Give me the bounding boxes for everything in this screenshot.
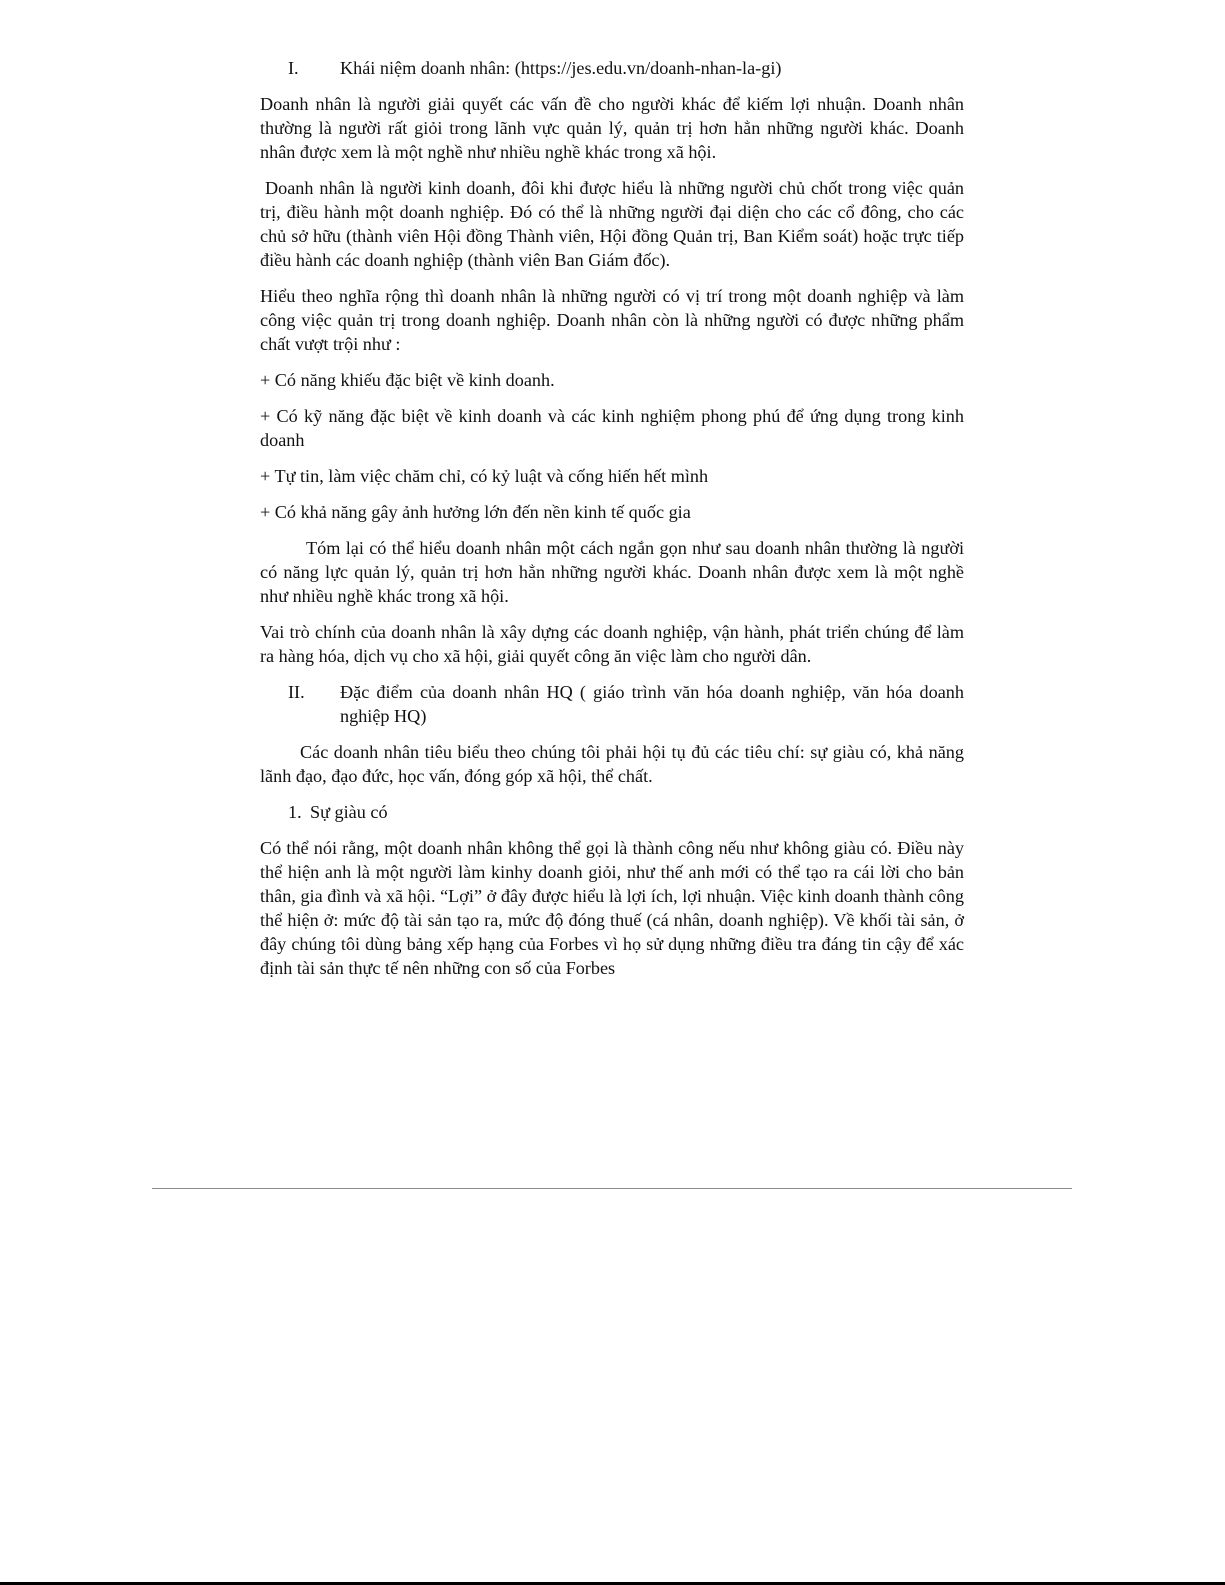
bullet-item: + Tự tin, làm việc chăm chỉ, có kỷ luật và cống hiến hết mình [260, 466, 709, 486]
paragraph: Có thể nói rằng, một doanh nhân không thể gọi là thành công nếu như không giàu có. Điều này thể hiện anh là một người làm kinhy doanh giỏi, như thế anh mới có thể tạo ra cái lời cho bản thân, gia đình và xã hội. “Lợi” ở đây được hiểu là lợi ích, lợi nhuận. Việc kinh doanh thành công thể hiện ở: mức độ tài sản tạo ra, mức độ đóng thuế (cá nhân, doanh nghiệp). Về khối tài sản, ở đây chúng tôi dùng bảng xếp hạng của Forbes vì họ sử dụng những điều tra đáng tin cậy để xác định tài sản thực tế nên những con số của Forbes [260, 838, 964, 978]
paragraph: Doanh nhân là người giải quyết các vấn đề cho người khác để kiếm lợi nhuận. Doanh nhân thường là người rất giỏi trong lãnh vực quản lý, quản trị hơn hẳn những người khác. Doanh nhân được xem là một nghề như nhiều nghề khác trong xã hội. [260, 94, 964, 162]
paragraph: Hiểu theo nghĩa rộng thì doanh nhân là những người có vị trí trong một doanh nghiệp và làm công việc quản trị trong doanh nghiệp. Doanh nhân còn là những người có được những phẩm chất vượt trội như : [260, 286, 964, 354]
page-divider-line [152, 1188, 1072, 1189]
bullet-item: + Có khả năng gây ảnh hưởng lớn đến nền kinh tế quốc gia [260, 502, 691, 522]
section-number: II. [288, 682, 305, 702]
section-heading-1 [260, 56, 964, 80]
subsection-title: Sự giàu có [310, 802, 388, 822]
bullet-item: + Có năng khiếu đặc biệt về kinh doanh. [260, 370, 555, 390]
paragraph: Các doanh nhân tiêu biểu theo chúng tôi phải hội tụ đủ các tiêu chí: sự giàu có, khả năng lãnh đạo, đạo đức, học vấn, đóng góp xã hội, thể chất. [260, 742, 964, 786]
paragraph: Tóm lại có thể hiểu doanh nhân một cách ngắn gọn như sau doanh nhân thường là người có năng lực quản lý, quản trị hơn hẳn những người khác. Doanh nhân được xem là một nghề như nhiều nghề khác trong xã hội. [260, 538, 964, 606]
bullet-item: + Có kỹ năng đặc biệt về kinh doanh và các kinh nghiệm phong phú để ứng dụng trong kinh doanh [260, 406, 964, 450]
section-title: Đặc điểm của doanh nhân HQ ( giáo trình văn hóa doanh nghiệp, văn hóa doanh nghiệp HQ) [340, 682, 964, 726]
paragraph: Vai trò chính của doanh nhân là xây dựng các doanh nghiệp, vận hành, phát triển chúng để làm ra hàng hóa, dịch vụ cho xã hội, giải quyết công ăn việc làm cho người dân. [260, 622, 964, 666]
section-title: Khái niệm doanh nhân: (https://jes.edu.vn/doanh-nhan-la-gi) [340, 58, 782, 78]
subsection-number: 1. [288, 802, 302, 822]
subsection-heading-1 [260, 800, 964, 824]
section-number: I. [288, 58, 299, 78]
section-heading-2 [260, 680, 964, 728]
paragraph: Doanh nhân là người kinh doanh, đôi khi được hiểu là những người chủ chốt trong việc quản trị, điều hành một doanh nghiệp. Đó có thể là những người đại diện cho các cổ đông, cho các chủ sở hữu (thành viên Hội đồng Thành viên, Hội đồng Quản trị, Ban Kiểm soát) hoặc trực tiếp điều hành các doanh nghiệp (thành viên Ban Giám đốc). [260, 178, 964, 270]
document-body [260, 56, 964, 992]
